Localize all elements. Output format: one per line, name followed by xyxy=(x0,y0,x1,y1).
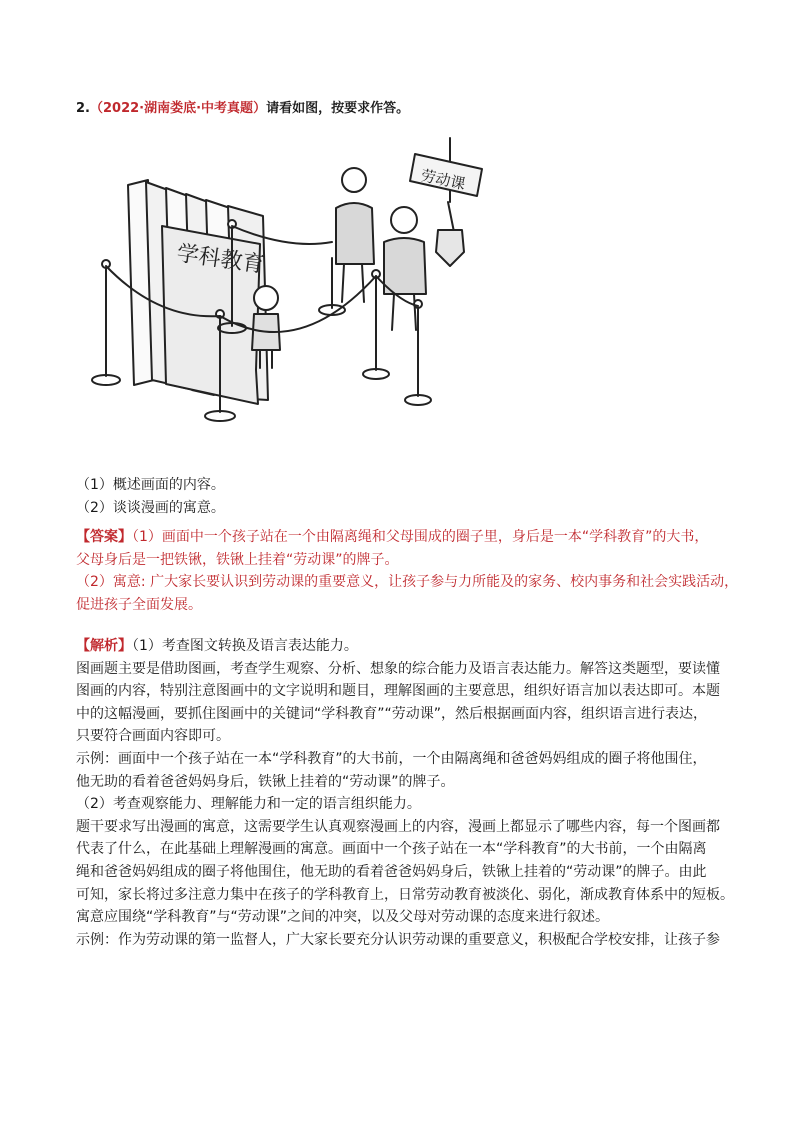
analysis-section xyxy=(76,635,734,951)
analysis-line: 只要符合画面内容即可。 xyxy=(76,728,230,745)
answer-line-1: （1）画面中一个孩子站在一个由隔离绳和父母围成的圈子里，身后是一本“学科教育”的大书， xyxy=(132,529,709,545)
analysis-line: 绳和爸爸妈妈组成的圈子将他围住，他无助的看着爸爸妈妈身后，铁锹上挂着的“劳动课”的牌子。由此 xyxy=(76,863,707,880)
analysis-line: 示例：作为劳动课的第一监督人，广大家长要充分认识劳动课的重要意义，积极配合学校安排，让孩子参 xyxy=(76,931,720,948)
analysis-line: （2）考查观察能力、理解能力和一定的语言组织能力。 xyxy=(76,796,421,813)
analysis-line: 代表了什么，在此基础上理解漫画的寓意。画面中一个孩子站在一本“学科教育”的大书前，一个由隔离 xyxy=(76,841,707,858)
question-prompt: 请看如图，按要求作答。 xyxy=(266,101,410,116)
analysis-first-line: （1）考查图文转换及语言表达能力。 xyxy=(132,638,358,654)
answer-line-2: 父母身后是一把铁锹，铁锹上挂着“劳动课”的牌子。 xyxy=(76,551,399,568)
analysis-line: 示例：画面中一个孩子站在一本“学科教育”的大书前，一个由隔离绳和爸爸妈妈组成的圈子将他围住， xyxy=(76,750,707,767)
analysis-line: 他无助的看着爸爸妈妈身后，铁锹上挂着的“劳动课”的牌子。 xyxy=(76,773,455,790)
subquestion-1: （1）概述画面的内容。 xyxy=(76,477,225,493)
analysis-line: 图画的内容，特别注意图画中的文字说明和题目，理解图画的主要意思，组织好语言加以表达即可。本题 xyxy=(76,683,720,700)
question-source: 2022·湖南娄底·中考真题 xyxy=(103,101,254,116)
analysis-line: 图画题主要是借助图画，考查学生观察、分析、想象的综合能力及语言表达能力。解答这类题型，要读懂 xyxy=(76,660,720,677)
analysis-line: 寓意应围绕“学科教育”与“劳动课”之间的冲突，以及父母对劳动课的态度来进行叙述。 xyxy=(76,909,610,926)
question-title xyxy=(76,97,409,116)
answer-line-3: （2）寓意: 广大家长要认识到劳动课的重要意义，让孩子参与力所能及的家务、校内事务和社会实践活动， xyxy=(76,574,739,591)
question-number: 2. xyxy=(76,101,90,116)
answer-tag: 【答案】 xyxy=(76,529,132,545)
question-close-paren: ） xyxy=(253,101,267,116)
analysis-line: 可知，家长将过多注意力集中在孩子的学科教育上，日常劳动教育被淡化、弱化，渐成教育体系中的短板。 xyxy=(76,886,734,903)
answer-line-4: 促进孩子全面发展。 xyxy=(76,596,202,613)
analysis-line: 中的这幅漫画，要抓住图画中的关键词“学科教育”“劳动课”，然后根据画面内容，组织语言进行表达， xyxy=(76,705,708,722)
cartoon-book-label: 学科教育 xyxy=(175,241,266,279)
question-open-paren: （ xyxy=(89,101,103,116)
answer-section xyxy=(76,526,739,616)
subquestion-list xyxy=(76,474,724,519)
cartoon-illustration xyxy=(88,130,498,430)
analysis-line: 题干要求写出漫画的寓意，这需要学生认真观察漫画上的内容，漫画上都显示了哪些内容，每一个图画都 xyxy=(76,818,720,835)
cartoon-sign-label: 劳动课 xyxy=(419,166,467,194)
subquestion-2: （2）谈谈漫画的寓意。 xyxy=(76,499,225,516)
analysis-tag: 【解析】 xyxy=(76,638,132,654)
